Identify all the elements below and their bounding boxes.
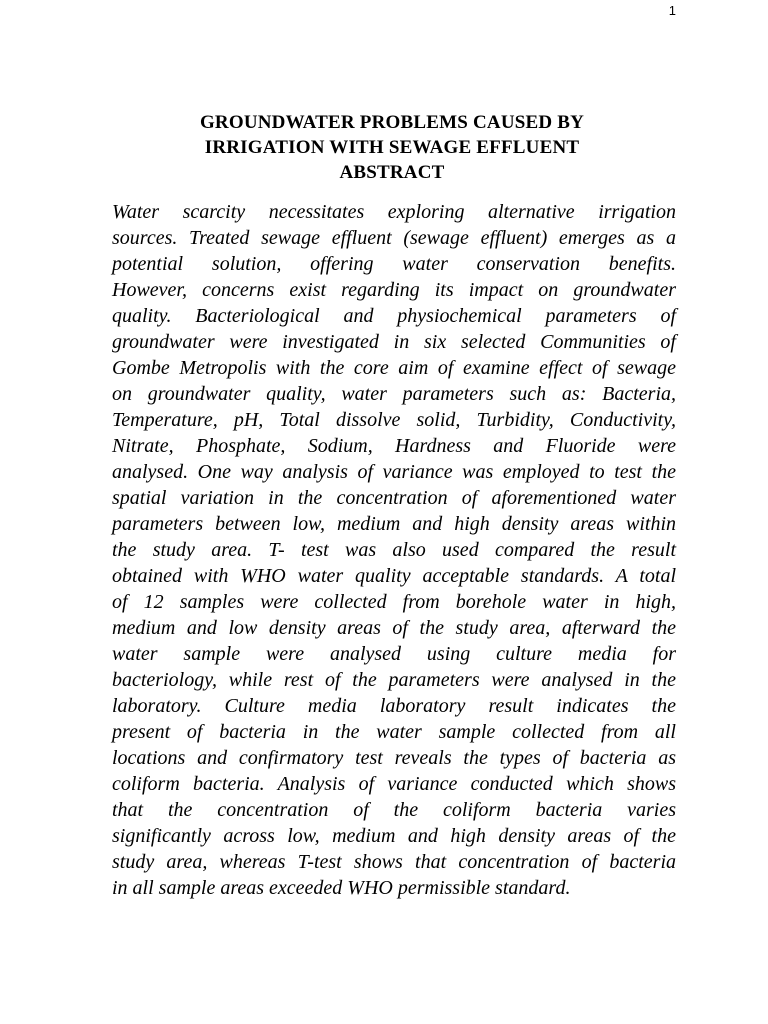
- abstract-line: Water scarcity necessitates exploring alternative irrigation: [112, 201, 676, 223]
- abstract-line: study area, whereas T-test shows that concentration of bacteria: [112, 851, 676, 873]
- abstract-heading: ABSTRACT: [339, 162, 445, 183]
- abstract-line: the study area. T- test was also used compared the result: [112, 539, 676, 561]
- abstract-line: that the concentration of the coliform bacteria varies: [112, 799, 676, 821]
- abstract-line: potential solution, offering water conservation benefits.: [112, 253, 676, 275]
- abstract-line: bacteriology, while rest of the parameters were analysed in the: [112, 669, 676, 691]
- abstract-line: locations and confirmatory test reveals the types of bacteria as: [112, 747, 676, 769]
- abstract-line: Nitrate, Phosphate, Sodium, Hardness and Fluoride were: [112, 435, 676, 457]
- abstract-line: laboratory. Culture media laboratory result indicates the: [112, 695, 676, 717]
- title-line-2: IRRIGATION WITH SEWAGE EFFLUENT: [204, 137, 580, 158]
- abstract-line: sources. Treated sewage effluent (sewage effluent) emerges as a: [112, 227, 676, 249]
- abstract-line: medium and low density areas of the study area, afterward the: [112, 617, 676, 639]
- abstract-line: analysed. One way analysis of variance was employed to test the: [112, 461, 676, 483]
- abstract-line: significantly across low, medium and high density areas of the: [112, 825, 676, 847]
- abstract-line: present of bacteria in the water sample collected from all: [112, 721, 676, 743]
- abstract-line: quality. Bacteriological and physiochemical parameters of: [112, 305, 676, 327]
- abstract-line: parameters between low, medium and high density areas within: [112, 513, 676, 535]
- abstract-line: groundwater were investigated in six selected Communities of: [112, 331, 676, 353]
- abstract-line: Gombe Metropolis with the core aim of examine effect of sewage: [112, 357, 676, 379]
- page-number: 1: [668, 3, 676, 18]
- abstract-line: Temperature, pH, Total dissolve solid, Turbidity, Conductivity,: [112, 409, 676, 431]
- abstract-line: in all sample areas exceeded WHO permissible standard.: [112, 877, 571, 899]
- title-line-1: GROUNDWATER PROBLEMS CAUSED BY: [199, 112, 585, 133]
- abstract-line: obtained with WHO water quality acceptable standards. A total: [112, 565, 676, 587]
- abstract-line: However, concerns exist regarding its impact on groundwater: [112, 279, 676, 301]
- abstract-line: of 12 samples were collected from borehole water in high,: [112, 591, 676, 613]
- abstract-line: on groundwater quality, water parameters such as: Bacteria,: [112, 383, 676, 405]
- abstract-body: [112, 199, 676, 901]
- abstract-line: water sample were analysed using culture media for: [112, 643, 676, 665]
- abstract-line: coliform bacteria. Analysis of variance conducted which shows: [112, 773, 676, 795]
- abstract-line: spatial variation in the concentration of aforementioned water: [112, 487, 676, 509]
- document-title: [0, 110, 768, 185]
